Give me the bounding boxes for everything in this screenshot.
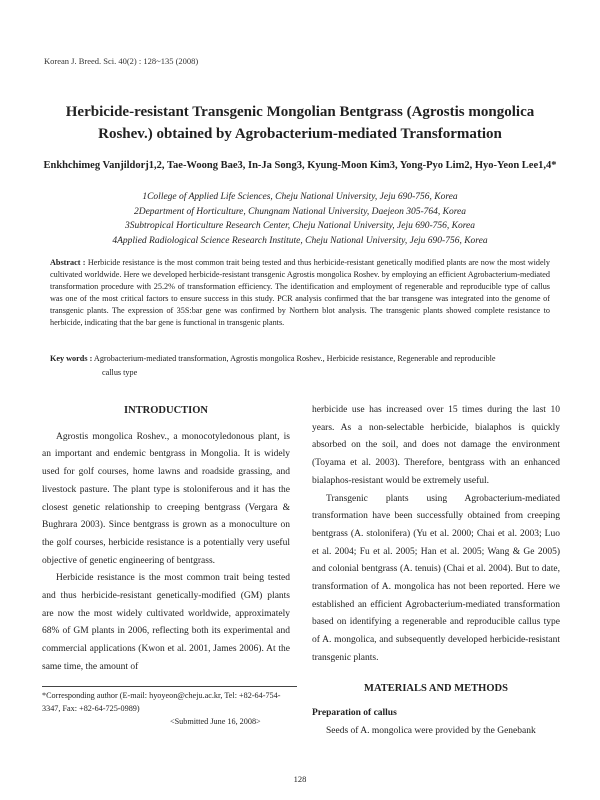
intro-paragraph-2: Herbicide resistance is the most common trait being tested and thus herbicide-resistant genetically-modified (GM) plants are now the most widely cultivated worldwide, approximately 68% of GM plants in 2006, reflecting both its experimental and commercial applications (Kwon et al. 2001, James 2006). At the same time, the amount of: [42, 573, 290, 672]
right-paragraph-3: Seeds of A. mongolica were provided by the Genebank: [326, 725, 536, 736]
keywords-line-1: Agrobacterium-mediated transformation, Agrostis mongolica Roshev., Herbicide resistance, Regenerable and reproducible: [93, 354, 496, 363]
keywords: [50, 352, 550, 380]
footnote-divider: [42, 686, 297, 687]
title-line-1: Herbicide-resistant Transgenic Mongolian Bentgrass (Agrostis mongolica: [65, 104, 535, 120]
journal-reference: Korean J. Breed. Sci. 40(2) : 128~135 (2008): [44, 56, 199, 66]
title-line-2: Roshev.) obtained by Agrobacterium-mediated Transformation: [98, 126, 502, 142]
right-paragraph-2: Transgenic plants using Agrobacterium-mediated transformation have been successfully obtained from creeping bentgrass (A. stolonifera) (Yu et al. 2000; Chai et al. 2003; Luo et al. 2004; Fu et al. 2005; Han et al. 2005; Wang & Ge 2005) and colonial bentgrass (A. tenuis) (Chai et al. 2004). But to date, transformation of A. mongolica has not been reported. Here we established an efficient Agrobacterium-mediated transformation based on identifying a regenerable and reproducible callus type of A. mongolica, and subsequently developed herbicide-resistant transgenic plants.: [312, 493, 560, 663]
affiliation-list: [40, 190, 560, 248]
affiliation-3: 3Subtropical Horticulture Research Center, Cheju National University, Jeju 690-756, Korea: [124, 221, 476, 231]
callus-subheading: Preparation of callus: [312, 708, 397, 719]
keywords-label: Key words :: [50, 354, 93, 363]
methods-heading: MATERIALS AND METHODS: [364, 682, 508, 694]
corresponding-author-note: *Corresponding author (E-mail: hyoyeon@cheju.ac.kr, Tel: +82-64-754-3347, Fax: +82-64-725-0989): [42, 691, 281, 713]
right-column: [312, 402, 560, 741]
affiliation-4: 4Applied Radiological Science Research Institute, Cheju National University, Jeju 690-756, Korea: [112, 235, 488, 246]
introduction-heading: INTRODUCTION: [123, 405, 208, 416]
right-paragraph-1: herbicide use has increased over 15 times during the last 10 years. As a non-selectable herbicide, bialaphos is quickly absorbed on the soil, and does not damage the environment (Toyama et al. 2003). Therefore, bentgrass with an enhanced bialaphos-resistant would be extremely useful.: [312, 405, 560, 486]
affiliation-2: 2Department of Horticulture, Chungnam National University, Daejeon 305-764, Korea: [133, 206, 467, 217]
keywords-line-2: callus type: [102, 368, 138, 377]
abstract-label: Abstract :: [50, 258, 86, 267]
abstract-text: Herbicide resistance is the most common trait being tested and thus herbicide-resistant genetically modified plants are now the most widely cultivated worldwide. Here we developed herbicide-resistant transgenic Agrostis mongolica Roshev. by employing an efficient Agrobacterium-mediated transformation procedure with 25.2% of transformation efficiency. The identification and employment of regenerable and reproducible type of callus was one of the most critical factors to ensure success in this study. PCR analysis confirmed that the bar transgene was integrated into the genome of transgenic plants. The expression of 35S:bar gene was confirmed by Northern blot analysis. The transgenic plants showed complete resistance to herbicide, indicating that the bar gene is functional in transgenic plants.: [50, 258, 550, 328]
author-list: Enkhchimeg Vanjildorj1,2, Tae-Woong Bae3, In-Ja Song3, Kyung-Moon Kim3, Yong-Pyo Lim2, Hyo-Yeon Lee1,4*: [43, 160, 557, 171]
left-column: [42, 402, 290, 677]
affiliation-1: 1College of Applied Life Sciences, Cheju National University, Jeju 690-756, Korea: [142, 192, 458, 202]
paper-title: [40, 101, 560, 145]
intro-paragraph-1: Agrostis mongolica Roshev., a monocotyledonous plant, is an important and endemic bentgrass in Mongolia. It is widely used for golf courses, home lawns and roadside grassing, and livestock pasture. The plant type is stoloniferous and it has the closest genetic relationship to creeping bentgrass (Vergara & Bughrara 2003). Since bentgrass is grown as a monoculture on the golf courses, herbicide resistance is a potentially very useful objective of genetic engineering of bentgrass.: [42, 431, 290, 566]
abstract: [50, 257, 550, 330]
page-number: 128: [293, 774, 307, 784]
submission-date: <Submitted June 16, 2008>: [170, 717, 261, 726]
